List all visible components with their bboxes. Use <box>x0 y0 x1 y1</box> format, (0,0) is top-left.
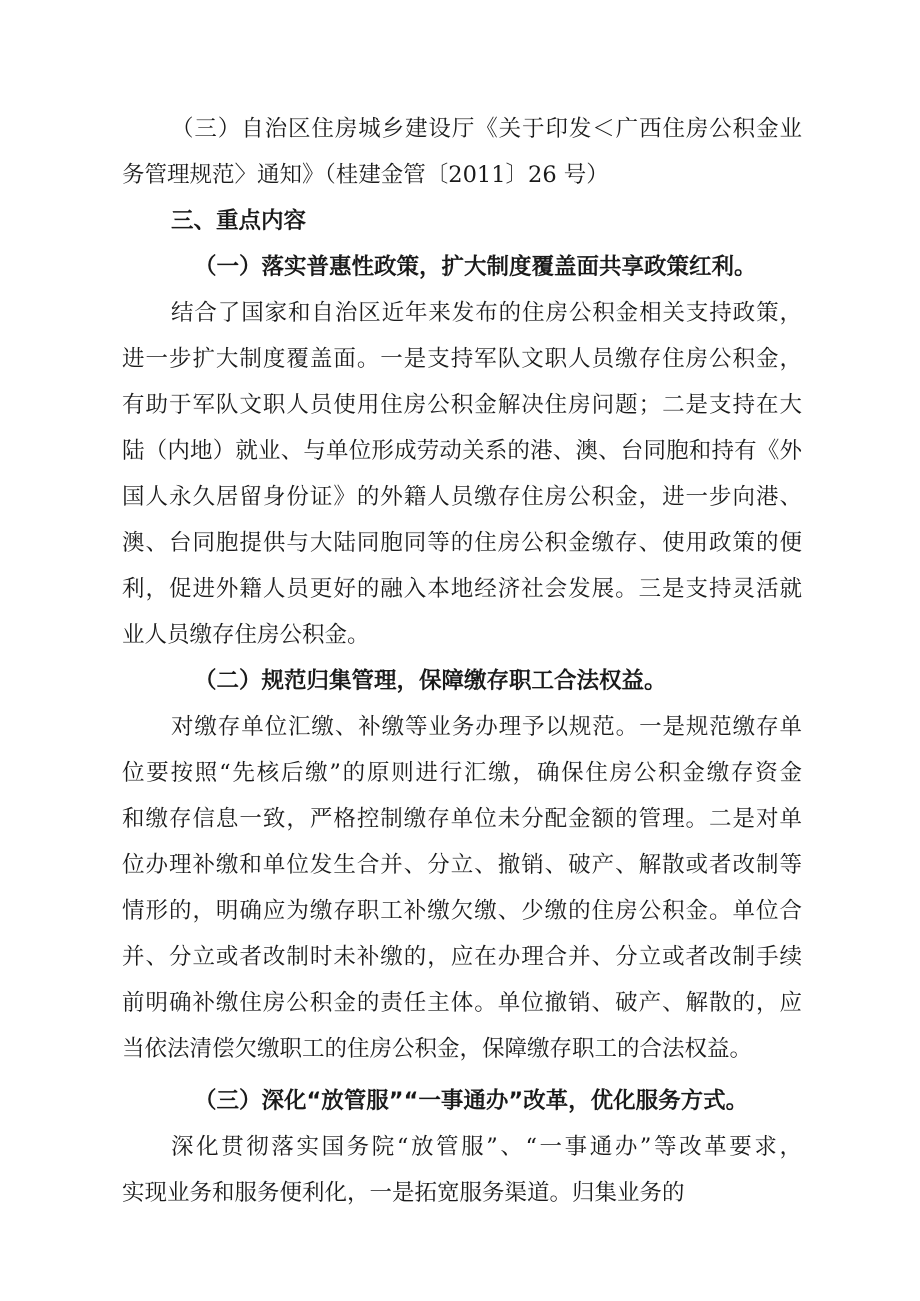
paragraph-line: 和缴存信息一致，严格控制缴存单位未分配金额的管理。二是对单 <box>122 806 802 832</box>
paragraph-line: 业人员缴存住房公积金。 <box>122 622 370 648</box>
paragraph-line: 陆（内地）就业、与单位形成劳动关系的港、澳、台同胞和持有《外 <box>122 438 802 464</box>
paragraph-line: 结合了国家和自治区近年来发布的住房公积金相关支持政策， <box>171 300 802 326</box>
paragraph-line: 前明确补缴住房公积金的责任主体。单位撤销、破产、解散的，应 <box>122 990 802 1016</box>
sub1-heading: （一）落实普惠性政策，扩大制度覆盖面共享政策红利。 <box>194 254 757 280</box>
document-body <box>122 106 802 1216</box>
section-heading: 三、重点内容 <box>171 208 307 234</box>
paragraph-line: 实现业务和服务便利化，一是拓宽服务渠道。归集业务的 <box>122 1180 685 1206</box>
paragraph-line: 位办理补缴和单位发生合并、分立、撤销、破产、解散或者改制等 <box>122 852 802 878</box>
paragraph-line: 深化贯彻落实国务院“放管服”、“一事通办”等改革要求， <box>171 1134 802 1160</box>
paragraph-line: 并、分立或者改制时未补缴的，应在办理合并、分立或者改制手续 <box>122 944 802 970</box>
paragraph-line: 澳、台同胞提供与大陆同胞同等的住房公积金缴存、使用政策的便 <box>122 530 802 556</box>
paragraph-line: 国人永久居留身份证》的外籍人员缴存住房公积金，进一步向港、 <box>122 484 802 510</box>
paragraph-line: 位要按照“先核后缴”的原则进行汇缴，确保住房公积金缴存资金 <box>122 760 802 786</box>
paragraph-line: 进一步扩大制度覆盖面。一是支持军队文职人员缴存住房公积金， <box>122 346 802 372</box>
paragraph-line: 当依法清偿欠缴职工的住房公积金，保障缴存职工的合法权益。 <box>122 1036 753 1062</box>
sub2-heading: （二）规范归集管理，保障缴存职工合法权益。 <box>194 668 667 694</box>
sub3-heading: （三）深化“放管服”“一事通办”改革，优化服务方式。 <box>194 1088 749 1114</box>
ref-item-line-2: 务管理规范〉通知》（桂建金管〔2011〕26 号） <box>122 162 609 188</box>
paragraph-line: 有助于军队文职人员使用住房公积金解决住房问题；二是支持在大 <box>122 392 802 418</box>
paragraph-line: 利，促进外籍人员更好的融入本地经济社会发展。三是支持灵活就 <box>122 576 802 602</box>
paragraph-line: 情形的，明确应为缴存职工补缴欠缴、少缴的住房公积金。单位合 <box>122 898 802 924</box>
paragraph-line: 对缴存单位汇缴、补缴等业务办理予以规范。一是规范缴存单 <box>171 714 802 740</box>
ref-item-line-1: （三）自治区住房城乡建设厅《关于印发＜广西住房公积金业 <box>171 116 802 142</box>
